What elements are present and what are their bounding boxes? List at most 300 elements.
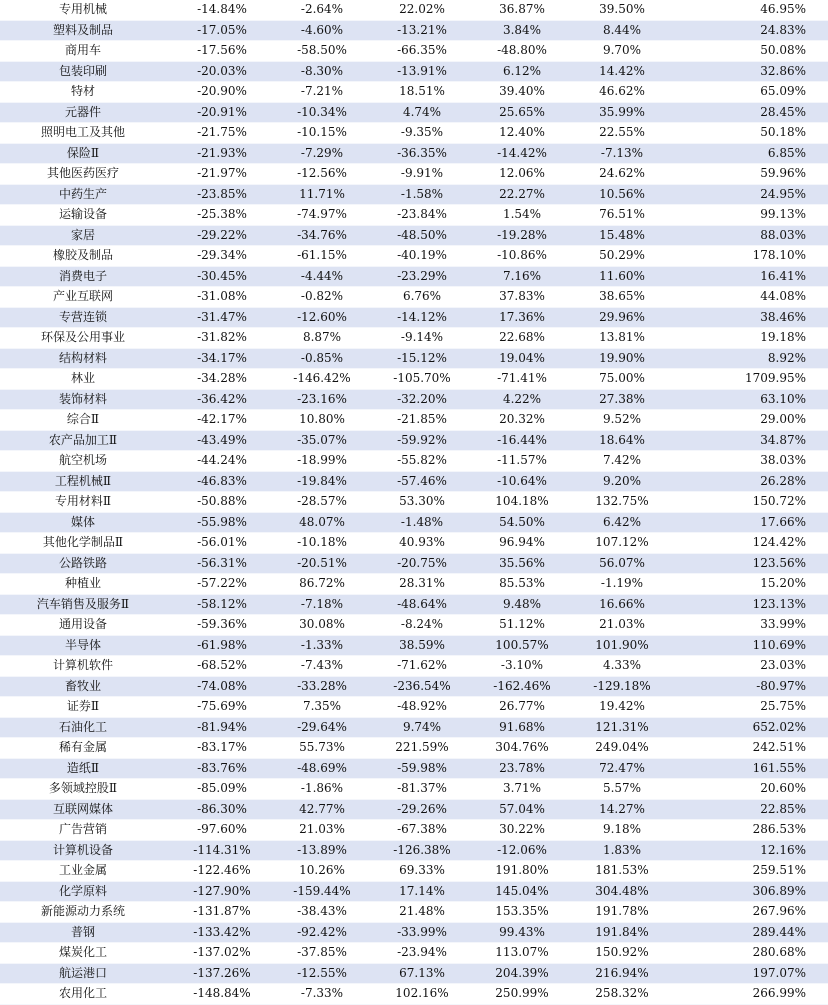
industry-name-cell: 广告营销 xyxy=(0,820,166,841)
value-cell-5: 50.29% xyxy=(572,246,672,267)
value-cell-5: 9.18% xyxy=(572,820,672,841)
value-cell-5: 9.52% xyxy=(572,410,672,431)
industry-name-cell: 石油化工 xyxy=(0,717,166,738)
industry-name-cell: 媒体 xyxy=(0,512,166,533)
value-cell-5: 9.70% xyxy=(572,41,672,62)
industry-name-cell: 新能源动力系统 xyxy=(0,902,166,923)
table-row xyxy=(0,881,828,902)
table-row xyxy=(0,758,828,779)
value-cell-5: -1.19% xyxy=(572,574,672,595)
value-cell-6: 28.45% xyxy=(672,102,828,123)
value-cell-1: -122.46% xyxy=(166,861,272,882)
table-row xyxy=(0,984,828,1005)
value-cell-1: -59.36% xyxy=(166,615,272,636)
value-cell-6: 306.89% xyxy=(672,881,828,902)
value-cell-3: -21.85% xyxy=(372,410,472,431)
value-cell-2: -7.33% xyxy=(272,984,372,1005)
industry-name-cell: 林业 xyxy=(0,369,166,390)
value-cell-1: -55.98% xyxy=(166,512,272,533)
value-cell-4: -48.80% xyxy=(472,41,572,62)
value-cell-6: 23.03% xyxy=(672,656,828,677)
value-cell-3: -81.37% xyxy=(372,779,472,800)
value-cell-2: -92.42% xyxy=(272,922,372,943)
value-cell-1: -36.42% xyxy=(166,389,272,410)
value-cell-2: -38.43% xyxy=(272,902,372,923)
industry-name-cell: 综合Ⅱ xyxy=(0,410,166,431)
value-cell-6: 33.99% xyxy=(672,615,828,636)
value-cell-4: 22.27% xyxy=(472,184,572,205)
value-cell-3: -23.29% xyxy=(372,266,472,287)
value-cell-1: -81.94% xyxy=(166,717,272,738)
value-cell-1: -83.17% xyxy=(166,738,272,759)
industry-name-cell: 农产品加工Ⅱ xyxy=(0,430,166,451)
value-cell-4: 3.71% xyxy=(472,779,572,800)
value-cell-3: -20.75% xyxy=(372,553,472,574)
value-cell-4: 20.32% xyxy=(472,410,572,431)
value-cell-2: -13.89% xyxy=(272,840,372,861)
value-cell-1: -86.30% xyxy=(166,799,272,820)
industry-name-cell: 工业金属 xyxy=(0,861,166,882)
value-cell-2: -10.34% xyxy=(272,102,372,123)
value-cell-3: 53.30% xyxy=(372,492,472,513)
value-cell-3: -13.91% xyxy=(372,61,472,82)
table-row xyxy=(0,348,828,369)
value-cell-3: 6.76% xyxy=(372,287,472,308)
value-cell-3: -9.14% xyxy=(372,328,472,349)
value-cell-6: 280.68% xyxy=(672,943,828,964)
value-cell-6: 15.20% xyxy=(672,574,828,595)
value-cell-1: -74.08% xyxy=(166,676,272,697)
industry-name-cell: 畜牧业 xyxy=(0,676,166,697)
value-cell-3: -40.19% xyxy=(372,246,472,267)
value-cell-3: 18.51% xyxy=(372,82,472,103)
value-cell-5: 76.51% xyxy=(572,205,672,226)
value-cell-3: -29.26% xyxy=(372,799,472,820)
value-cell-4: 12.06% xyxy=(472,164,572,185)
value-cell-4: 99.43% xyxy=(472,922,572,943)
value-cell-4: 85.53% xyxy=(472,574,572,595)
table-row xyxy=(0,574,828,595)
value-cell-5: 14.27% xyxy=(572,799,672,820)
value-cell-2: -28.57% xyxy=(272,492,372,513)
value-cell-4: 104.18% xyxy=(472,492,572,513)
industry-name-cell: 特材 xyxy=(0,82,166,103)
table-row xyxy=(0,143,828,164)
table-row xyxy=(0,123,828,144)
value-cell-5: 6.42% xyxy=(572,512,672,533)
industry-name-cell: 证券Ⅱ xyxy=(0,697,166,718)
value-cell-1: -31.08% xyxy=(166,287,272,308)
value-cell-2: -34.76% xyxy=(272,225,372,246)
value-cell-5: 39.50% xyxy=(572,0,672,20)
value-cell-3: -59.98% xyxy=(372,758,472,779)
table-row xyxy=(0,369,828,390)
industry-name-cell: 结构材料 xyxy=(0,348,166,369)
value-cell-2: -8.30% xyxy=(272,61,372,82)
value-cell-4: -11.57% xyxy=(472,451,572,472)
value-cell-5: -129.18% xyxy=(572,676,672,697)
table-row xyxy=(0,840,828,861)
value-cell-1: -34.28% xyxy=(166,369,272,390)
industry-name-cell: 包装印刷 xyxy=(0,61,166,82)
industry-name-cell: 保险Ⅱ xyxy=(0,143,166,164)
value-cell-2: -1.33% xyxy=(272,635,372,656)
value-cell-6: 99.13% xyxy=(672,205,828,226)
value-cell-5: 13.81% xyxy=(572,328,672,349)
table-row xyxy=(0,615,828,636)
value-cell-1: -58.12% xyxy=(166,594,272,615)
value-cell-2: -48.69% xyxy=(272,758,372,779)
value-cell-5: 29.96% xyxy=(572,307,672,328)
value-cell-4: 12.40% xyxy=(472,123,572,144)
value-cell-1: -34.17% xyxy=(166,348,272,369)
value-cell-4: 250.99% xyxy=(472,984,572,1005)
industry-name-cell: 塑料及制品 xyxy=(0,20,166,41)
value-cell-3: -1.48% xyxy=(372,512,472,533)
value-cell-3: -105.70% xyxy=(372,369,472,390)
value-cell-2: -58.50% xyxy=(272,41,372,62)
value-cell-2: -0.82% xyxy=(272,287,372,308)
industry-name-cell: 种植业 xyxy=(0,574,166,595)
value-cell-4: -16.44% xyxy=(472,430,572,451)
value-cell-3: -1.58% xyxy=(372,184,472,205)
table-row xyxy=(0,0,828,20)
table-row xyxy=(0,717,828,738)
value-cell-2: 10.26% xyxy=(272,861,372,882)
value-cell-1: -23.85% xyxy=(166,184,272,205)
value-cell-4: 19.04% xyxy=(472,348,572,369)
value-cell-4: 91.68% xyxy=(472,717,572,738)
industry-name-cell: 专用材料Ⅱ xyxy=(0,492,166,513)
value-cell-2: 7.35% xyxy=(272,697,372,718)
industry-name-cell: 其他医药医疗 xyxy=(0,164,166,185)
value-cell-6: 286.53% xyxy=(672,820,828,841)
value-cell-4: 304.76% xyxy=(472,738,572,759)
value-cell-1: -137.26% xyxy=(166,963,272,984)
value-cell-5: 9.20% xyxy=(572,471,672,492)
value-cell-5: 19.90% xyxy=(572,348,672,369)
industry-name-cell: 煤炭化工 xyxy=(0,943,166,964)
value-cell-1: -56.31% xyxy=(166,553,272,574)
table-row xyxy=(0,799,828,820)
value-cell-1: -114.31% xyxy=(166,840,272,861)
value-cell-5: 21.03% xyxy=(572,615,672,636)
value-cell-6: 150.72% xyxy=(672,492,828,513)
industry-name-cell: 化学原料 xyxy=(0,881,166,902)
value-cell-2: -74.97% xyxy=(272,205,372,226)
industry-name-cell: 其他化学制品Ⅱ xyxy=(0,533,166,554)
value-cell-3: -9.35% xyxy=(372,123,472,144)
table-row xyxy=(0,82,828,103)
value-cell-4: 54.50% xyxy=(472,512,572,533)
value-cell-4: 1.54% xyxy=(472,205,572,226)
value-cell-5: 5.57% xyxy=(572,779,672,800)
value-cell-3: -67.38% xyxy=(372,820,472,841)
value-cell-2: -33.28% xyxy=(272,676,372,697)
value-cell-6: 197.07% xyxy=(672,963,828,984)
value-cell-1: -29.34% xyxy=(166,246,272,267)
value-cell-4: 25.65% xyxy=(472,102,572,123)
value-cell-2: 86.72% xyxy=(272,574,372,595)
value-cell-6: 110.69% xyxy=(672,635,828,656)
value-cell-6: 161.55% xyxy=(672,758,828,779)
table-row xyxy=(0,102,828,123)
value-cell-4: -162.46% xyxy=(472,676,572,697)
value-cell-5: 1.83% xyxy=(572,840,672,861)
value-cell-5: 18.64% xyxy=(572,430,672,451)
table-row xyxy=(0,943,828,964)
table-row xyxy=(0,184,828,205)
value-cell-2: 55.73% xyxy=(272,738,372,759)
value-cell-1: -133.42% xyxy=(166,922,272,943)
value-cell-4: -14.42% xyxy=(472,143,572,164)
value-cell-6: 16.41% xyxy=(672,266,828,287)
value-cell-6: 65.09% xyxy=(672,82,828,103)
value-cell-4: 26.77% xyxy=(472,697,572,718)
value-cell-3: -57.46% xyxy=(372,471,472,492)
value-cell-3: -71.62% xyxy=(372,656,472,677)
industry-name-cell: 半导体 xyxy=(0,635,166,656)
value-cell-6: 88.03% xyxy=(672,225,828,246)
value-cell-1: -56.01% xyxy=(166,533,272,554)
value-cell-6: 25.75% xyxy=(672,697,828,718)
industry-name-cell: 稀有金属 xyxy=(0,738,166,759)
value-cell-6: -80.97% xyxy=(672,676,828,697)
table-row xyxy=(0,410,828,431)
value-cell-4: 22.68% xyxy=(472,328,572,349)
value-cell-5: 258.32% xyxy=(572,984,672,1005)
table-row xyxy=(0,389,828,410)
value-cell-3: -36.35% xyxy=(372,143,472,164)
industry-name-cell: 商用车 xyxy=(0,41,166,62)
value-cell-1: -43.49% xyxy=(166,430,272,451)
value-cell-5: 11.60% xyxy=(572,266,672,287)
value-cell-3: 67.13% xyxy=(372,963,472,984)
industry-name-cell: 计算机软件 xyxy=(0,656,166,677)
value-cell-1: -83.76% xyxy=(166,758,272,779)
value-cell-6: 123.56% xyxy=(672,553,828,574)
table-row xyxy=(0,738,828,759)
value-cell-2: -10.18% xyxy=(272,533,372,554)
value-cell-1: -31.82% xyxy=(166,328,272,349)
industry-name-cell: 产业互联网 xyxy=(0,287,166,308)
value-cell-3: 21.48% xyxy=(372,902,472,923)
value-cell-5: 8.44% xyxy=(572,20,672,41)
value-cell-6: 22.85% xyxy=(672,799,828,820)
value-cell-5: 150.92% xyxy=(572,943,672,964)
value-cell-6: 20.60% xyxy=(672,779,828,800)
value-cell-3: -55.82% xyxy=(372,451,472,472)
table-row xyxy=(0,287,828,308)
value-cell-5: 75.00% xyxy=(572,369,672,390)
table-row xyxy=(0,471,828,492)
table-row xyxy=(0,430,828,451)
value-cell-1: -29.22% xyxy=(166,225,272,246)
value-cell-5: 15.48% xyxy=(572,225,672,246)
value-cell-6: 289.44% xyxy=(672,922,828,943)
table-row xyxy=(0,902,828,923)
value-cell-1: -14.84% xyxy=(166,0,272,20)
value-cell-1: -50.88% xyxy=(166,492,272,513)
table-row xyxy=(0,861,828,882)
table-row xyxy=(0,676,828,697)
value-cell-4: 145.04% xyxy=(472,881,572,902)
value-cell-1: -127.90% xyxy=(166,881,272,902)
table-row xyxy=(0,328,828,349)
industry-name-cell: 照明电工及其他 xyxy=(0,123,166,144)
value-cell-2: -29.64% xyxy=(272,717,372,738)
value-cell-2: 8.87% xyxy=(272,328,372,349)
value-cell-5: 107.12% xyxy=(572,533,672,554)
value-cell-2: -23.16% xyxy=(272,389,372,410)
value-cell-4: 6.12% xyxy=(472,61,572,82)
value-cell-5: 24.62% xyxy=(572,164,672,185)
value-cell-2: -4.44% xyxy=(272,266,372,287)
value-cell-1: -20.03% xyxy=(166,61,272,82)
value-cell-2: -61.15% xyxy=(272,246,372,267)
industry-name-cell: 运输设备 xyxy=(0,205,166,226)
value-cell-4: -3.10% xyxy=(472,656,572,677)
value-cell-3: -14.12% xyxy=(372,307,472,328)
value-cell-5: 191.78% xyxy=(572,902,672,923)
table-row xyxy=(0,512,828,533)
industry-name-cell: 普钢 xyxy=(0,922,166,943)
value-cell-4: 36.87% xyxy=(472,0,572,20)
table-row xyxy=(0,41,828,62)
value-cell-4: 7.16% xyxy=(472,266,572,287)
value-cell-2: -1.86% xyxy=(272,779,372,800)
value-cell-5: 56.07% xyxy=(572,553,672,574)
value-cell-3: -33.99% xyxy=(372,922,472,943)
value-cell-1: -17.05% xyxy=(166,20,272,41)
value-cell-2: -12.56% xyxy=(272,164,372,185)
value-cell-1: -20.90% xyxy=(166,82,272,103)
value-cell-2: -159.44% xyxy=(272,881,372,902)
value-cell-5: 16.66% xyxy=(572,594,672,615)
industry-name-cell: 工程机械Ⅱ xyxy=(0,471,166,492)
value-cell-4: 204.39% xyxy=(472,963,572,984)
value-cell-1: -61.98% xyxy=(166,635,272,656)
value-cell-5: 304.48% xyxy=(572,881,672,902)
value-cell-2: -146.42% xyxy=(272,369,372,390)
value-cell-3: 9.74% xyxy=(372,717,472,738)
value-cell-5: 38.65% xyxy=(572,287,672,308)
value-cell-3: 28.31% xyxy=(372,574,472,595)
value-cell-4: 100.57% xyxy=(472,635,572,656)
value-cell-3: -48.92% xyxy=(372,697,472,718)
value-cell-1: -21.97% xyxy=(166,164,272,185)
table-row xyxy=(0,205,828,226)
table-row xyxy=(0,266,828,287)
value-cell-6: 267.96% xyxy=(672,902,828,923)
value-cell-1: -31.47% xyxy=(166,307,272,328)
industry-name-cell: 家居 xyxy=(0,225,166,246)
value-cell-5: 132.75% xyxy=(572,492,672,513)
value-cell-2: -7.43% xyxy=(272,656,372,677)
value-cell-6: 652.02% xyxy=(672,717,828,738)
value-cell-5: 181.53% xyxy=(572,861,672,882)
value-cell-6: 17.66% xyxy=(672,512,828,533)
table-row xyxy=(0,225,828,246)
value-cell-5: 46.62% xyxy=(572,82,672,103)
value-cell-6: 38.03% xyxy=(672,451,828,472)
value-cell-6: 26.28% xyxy=(672,471,828,492)
value-cell-3: 38.59% xyxy=(372,635,472,656)
value-cell-2: -4.60% xyxy=(272,20,372,41)
value-cell-1: -25.38% xyxy=(166,205,272,226)
value-cell-4: -71.41% xyxy=(472,369,572,390)
value-cell-5: 22.55% xyxy=(572,123,672,144)
value-cell-5: 191.84% xyxy=(572,922,672,943)
table-row xyxy=(0,656,828,677)
value-cell-1: -131.87% xyxy=(166,902,272,923)
industry-name-cell: 元器件 xyxy=(0,102,166,123)
value-cell-6: 8.92% xyxy=(672,348,828,369)
industry-name-cell: 专用机械 xyxy=(0,0,166,20)
value-cell-5: 7.42% xyxy=(572,451,672,472)
value-cell-6: 19.18% xyxy=(672,328,828,349)
industry-name-cell: 公路铁路 xyxy=(0,553,166,574)
value-cell-1: -75.69% xyxy=(166,697,272,718)
table-row xyxy=(0,307,828,328)
value-cell-6: 24.95% xyxy=(672,184,828,205)
table-row xyxy=(0,533,828,554)
value-cell-2: -7.18% xyxy=(272,594,372,615)
value-cell-3: -32.20% xyxy=(372,389,472,410)
value-cell-6: 123.13% xyxy=(672,594,828,615)
value-cell-2: -20.51% xyxy=(272,553,372,574)
value-cell-6: 38.46% xyxy=(672,307,828,328)
industry-name-cell: 造纸Ⅱ xyxy=(0,758,166,779)
value-cell-4: 17.36% xyxy=(472,307,572,328)
value-cell-6: 266.99% xyxy=(672,984,828,1005)
value-cell-3: 4.74% xyxy=(372,102,472,123)
table-row xyxy=(0,697,828,718)
value-cell-3: 40.93% xyxy=(372,533,472,554)
industry-name-cell: 航空机场 xyxy=(0,451,166,472)
table-row xyxy=(0,246,828,267)
value-cell-5: 14.42% xyxy=(572,61,672,82)
value-cell-4: 153.35% xyxy=(472,902,572,923)
value-cell-2: -10.15% xyxy=(272,123,372,144)
value-cell-2: -7.29% xyxy=(272,143,372,164)
table-row xyxy=(0,20,828,41)
value-cell-3: 17.14% xyxy=(372,881,472,902)
value-cell-5: 101.90% xyxy=(572,635,672,656)
industry-name-cell: 互联网媒体 xyxy=(0,799,166,820)
value-cell-2: 10.80% xyxy=(272,410,372,431)
industry-name-cell: 环保及公用事业 xyxy=(0,328,166,349)
value-cell-4: 23.78% xyxy=(472,758,572,779)
value-cell-4: -10.86% xyxy=(472,246,572,267)
value-cell-6: 46.95% xyxy=(672,0,828,20)
value-cell-2: -19.84% xyxy=(272,471,372,492)
value-cell-3: -126.38% xyxy=(372,840,472,861)
value-cell-3: -236.54% xyxy=(372,676,472,697)
table-row xyxy=(0,61,828,82)
value-cell-6: 50.18% xyxy=(672,123,828,144)
value-cell-6: 1709.95% xyxy=(672,369,828,390)
value-cell-4: -19.28% xyxy=(472,225,572,246)
value-cell-5: 10.56% xyxy=(572,184,672,205)
value-cell-2: -2.64% xyxy=(272,0,372,20)
value-cell-1: -85.09% xyxy=(166,779,272,800)
value-cell-6: 12.16% xyxy=(672,840,828,861)
industry-name-cell: 消费电子 xyxy=(0,266,166,287)
table-row xyxy=(0,963,828,984)
value-cell-4: 57.04% xyxy=(472,799,572,820)
value-cell-3: -23.84% xyxy=(372,205,472,226)
